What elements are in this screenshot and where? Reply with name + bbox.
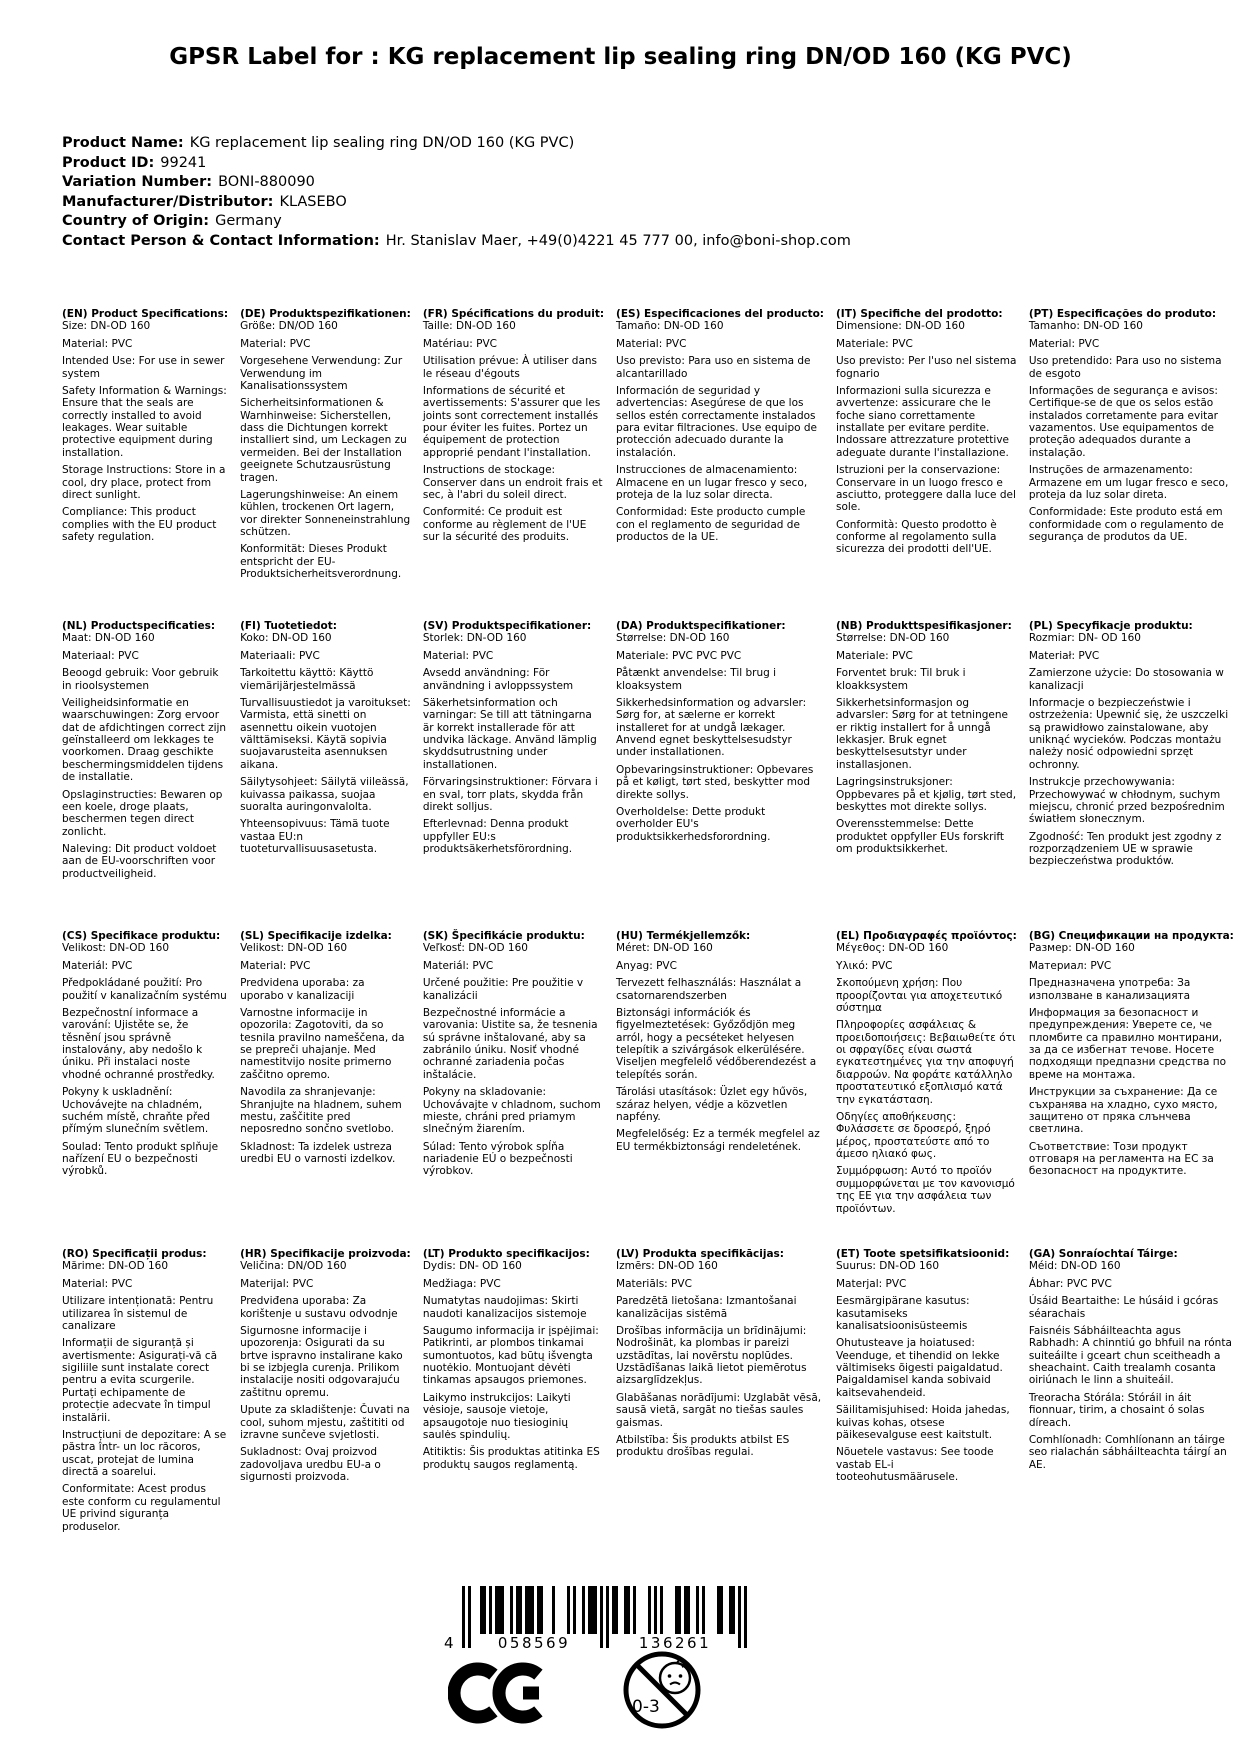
lang-block-paragraph: Инструкции за съхранение: Да се съхранява на хладно, сухо място, защитено от пряка слънчева светлина.: [1028, 1086, 1218, 1136]
product-info-row: [62, 193, 851, 213]
lang-block-paragraph: Материал: PVC: [1028, 959, 1112, 972]
product-info-label: Country of Origin:: [62, 213, 210, 229]
lang-block-bg: [1029, 930, 1234, 1248]
lang-block-pl: [1029, 620, 1234, 930]
lang-block-paragraph: Vorgesehene Verwendung: Zur Verwendung im Kanalisationssystem: [240, 355, 403, 392]
lang-block-paragraph: Safety Information & Warnings: Ensure that the seals are correctly installed to avoid leakages. Wear suitable protective equipment during installation.: [62, 384, 227, 459]
lang-block-paragraph: Drošības informācija un brīdinājumi: Nodrošināt, ka plombas ir pareizi uzstādītas, lai novērstu noplūdes. Uzstādīšanas laikā lietot piemērotus aizsarglīdzekļus.: [616, 1324, 807, 1387]
lang-block-paragraph: Tárolási utasítások: Üzlet egy hűvös, száraz helyen, védje a közvetlen napfény.: [616, 1086, 808, 1123]
lang-block-paragraph: Säilitamisjuhised: Hoida jahedas, kuivas kohas, otsese päikesevalguse eest kaitstult.: [836, 1404, 1010, 1441]
lang-block-header: (DA) Produktspecifikationer:: [616, 620, 786, 632]
page-title: GPSR Label for : KG replacement lip sealing ring DN/OD 160 (KG PVC): [169, 44, 1072, 70]
product-info-value: KG replacement lip sealing ring DN/OD 160 (KG PVC): [189, 135, 575, 151]
lang-block-header: (DE) Produktspezifikationen:: [240, 308, 411, 320]
lang-block-paragraph: Pokyny k uskladnění: Uchovávejte na chladném, suchém místě, chraňte před přímým slunečním světlem.: [62, 1086, 211, 1136]
lang-block-el: [836, 930, 1017, 1248]
product-info-label: Product Name:: [62, 135, 184, 151]
lang-block-nl: [62, 620, 228, 930]
lang-block-paragraph: Informacje o bezpieczeństwie i ostrzeżenia: Upewnić się, że uszczelki są prawidłowo zainstalowane, aby uniknąć wycieków. Podczas montażu należy nosić odpowiedni sprzęt ochronny.: [1028, 696, 1229, 771]
lang-block-paragraph: Material: PVC: [240, 959, 311, 972]
lang-block-header: (RO) Specificații produs:: [62, 1248, 207, 1260]
lang-block-paragraph: Eesmärgipärane kasutus: kasutamiseks kanalisatsioonisüsteemis: [836, 1295, 970, 1332]
lang-block-paragraph: Zgodność: Ten produkt jest zgodny z rozporządzeniem UE w sprawie bezpieczeństwa produktów.: [1028, 830, 1222, 868]
lang-block-paragraph: Velikost: DN-OD 160: [240, 942, 348, 955]
lang-block-paragraph: Soulad: Tento produkt splňuje nařízení EU o bezpečnosti výrobků.: [62, 1140, 219, 1178]
lang-block-paragraph: Koko: DN-OD 160: [240, 632, 332, 645]
lang-block-header: (PT) Especificações do produto:: [1028, 308, 1217, 320]
lang-block-paragraph: Material: PVC: [240, 337, 311, 350]
lang-block-paragraph: Súlad: Tento výrobok spĺňa nariadenie EÚ o bezpečnosti výrobkov.: [422, 1140, 573, 1178]
product-info: [62, 134, 851, 251]
lang-block-header: (SK) Špecifikácie produktu:: [422, 930, 585, 942]
lang-block-paragraph: Material: PVC: [616, 337, 687, 350]
lang-block-et: [836, 1248, 1017, 1538]
lang-block-paragraph: Opslaginstructies: Bewaren op een koele, droge plaats, beschermen tegen direct zonlicht.: [62, 788, 223, 838]
lang-block-paragraph: Material: PVC: [1028, 337, 1100, 350]
lang-block-paragraph: Materijal: PVC: [240, 1277, 314, 1290]
lang-block-paragraph: Materiaali: PVC: [240, 649, 320, 662]
lang-block-header: (NB) Produkttspesifikasjoner:: [836, 620, 1012, 632]
product-info-row: [62, 232, 851, 252]
lang-block-paragraph: Treoracha Stórála: Stóráil in áit fionnuar, tirim, a chosaint ó solas díreach.: [1028, 1391, 1205, 1429]
lang-block-paragraph: Información de seguridad y advertencias: Asegúrese de que los sellos estén correctamente instalados para evitar filtraciones. Use equipo de protección adecuado durante la instalación.: [616, 384, 818, 459]
lang-block-pt: [1029, 308, 1234, 620]
language-grid: [62, 308, 1234, 1538]
lang-block-paragraph: Izmērs: DN-OD 160: [616, 1260, 718, 1273]
lang-block-fr: [423, 308, 604, 620]
lang-block-paragraph: Beoogd gebruik: Voor gebruik in rioolsystemen: [62, 667, 219, 692]
product-info-value: Germany: [215, 213, 282, 229]
age-range-text: 0-3: [632, 1697, 660, 1717]
lang-block-hu: [616, 930, 824, 1248]
lang-block-paragraph: Storlek: DN-OD 160: [422, 632, 527, 645]
lang-block-sk: [423, 930, 604, 1248]
lang-block-paragraph: Opbevaringsinstruktioner: Opbevares på et køligt, tørt sted, beskytter mod direkte sollys.: [616, 763, 814, 801]
age-warning-icon: [620, 1646, 704, 1734]
lang-block-paragraph: Lagerungshinweise: An einem kühlen, trockenen Ort lagern, vor direkter Sonneneinstrahlung schützen.: [240, 488, 411, 538]
lang-block-paragraph: Anyag: PVC: [616, 959, 677, 972]
lang-block-paragraph: Předpokládané použití: Pro použití v kanalizačním systému: [62, 977, 227, 1002]
lang-block-paragraph: Tarkoitettu käyttö: Käyttö viemärijärjestelmässä: [240, 667, 374, 692]
lang-block-paragraph: Material: PVC: [62, 1277, 133, 1290]
lang-block-paragraph: Οδηγίες αποθήκευσης: Φυλάσσετε σε δροσερό, ξηρό μέρος, προστατεύστε από το άμεσο ηλιακό φως.: [836, 1110, 991, 1160]
lang-block-paragraph: Ohutusteave ja hoiatused: Veenduge, et tihendid on lekke vältimiseks õigesti paigaldatud. Paigaldamisel kanda sobivaid kaitsevahendeid.: [836, 1337, 1003, 1399]
lang-block-paragraph: Conformité: Ce produit est conforme au règlement de l'UE sur la sécurité des produits.: [422, 506, 587, 543]
lang-block-header: (ET) Toote spetsifikatsioonid:: [836, 1248, 1010, 1260]
lang-block-paragraph: Tamanho: DN-OD 160: [1028, 320, 1143, 333]
barcode-digits: 058569: [497, 1634, 571, 1652]
lang-block-paragraph: Comhlíonadh: Comhlíonann an táirge seo rialachán sábháilteachta táirgí an AE.: [1028, 1433, 1227, 1471]
lang-block-paragraph: Skladnost: Ta izdelek ustreza uredbi EU o varnosti izdelkov.: [240, 1140, 396, 1165]
product-info-row: [62, 212, 851, 232]
lang-block-cs: [62, 930, 228, 1248]
lang-block-paragraph: Numatytas naudojimas: Skirti naudoti kanalizacijos sistemoje: [422, 1295, 587, 1320]
product-info-row: [62, 154, 851, 174]
lang-block-es: [616, 308, 824, 620]
lang-block-paragraph: Materiale: PVC PVC PVC: [616, 649, 742, 662]
lang-block-paragraph: Materiál: PVC: [422, 959, 494, 972]
lang-block-paragraph: Predvidena uporaba: za uporabo v kanalizaciji: [240, 977, 365, 1002]
lang-block-paragraph: Mărime: DN-OD 160: [62, 1260, 169, 1273]
lang-block-paragraph: Rozmiar: DN- OD 160: [1028, 632, 1141, 645]
lang-block-paragraph: Velikost: DN-OD 160: [62, 942, 170, 955]
barcode-digits: 4: [443, 1634, 456, 1652]
lang-block-paragraph: Konformität: Dieses Produkt entspricht der EU-Produktsicherheitsverordnung.: [240, 543, 402, 581]
lang-block-ga: [1029, 1248, 1234, 1538]
lang-block-paragraph: Overholdelse: Dette produkt overholder EU's produktsikkerhedsforordning.: [616, 805, 771, 843]
lang-block-header: (FI) Tuotetiedot:: [240, 620, 337, 632]
lang-block-header: (ES) Especificaciones del producto:: [616, 308, 824, 320]
lang-block-paragraph: Instrukcje przechowywania: Przechowywać w chłodnym, suchym miejscu, chronić przed bezpośrednim światłem słonecznym.: [1028, 776, 1225, 826]
lang-block-fi: [240, 620, 411, 930]
barcode-bars: [432, 1586, 762, 1652]
lang-block-paragraph: Varnostne informacije in opozorila: Zagotoviti, da so tesnila pravilno nameščena, da se prepreči uhajanje. Med namestitvijo nosite primerno zaščitno opremo.: [240, 1006, 405, 1081]
lang-block-paragraph: Materiał: PVC: [1028, 649, 1100, 662]
lang-block-paragraph: Materiale: PVC: [836, 649, 913, 662]
lang-block-paragraph: Materiāls: PVC: [616, 1277, 692, 1290]
lang-block-paragraph: Instructions de stockage: Conserver dans un endroit frais et sec, à l'abri du soleil direct.: [422, 464, 603, 501]
lang-block-paragraph: Atitiktis: Šis produktas atitinka ES produktų saugos reglamentą.: [422, 1446, 600, 1471]
ce-mark-icon: [448, 1658, 548, 1730]
lang-block-paragraph: Bezpečnostní informace a varování: Ujistěte se, že těsnění jsou správně instalovány, aby nedošlo k úniku. Při instalaci noste vhodné ochranné prostředky.: [62, 1006, 215, 1081]
lang-block-paragraph: Utilizare intenționată: Pentru utilizarea în sistemul de canalizare: [62, 1295, 214, 1332]
product-info-value: Hr. Stanislav Maer, +49(0)4221 45 777 00, info@boni-shop.com: [385, 232, 851, 249]
lang-block-paragraph: Sicherheitsinformationen & Warnhinweise: Sicherstellen, dass die Dichtungen korrekt installiert sind, um Leckagen zu vermeiden. Bei der Installation geeignete Schutzausrüstung tragen.: [240, 397, 407, 484]
lang-block-it: [836, 308, 1017, 620]
lang-block-paragraph: Предназначена употреба: За използване в канализацията: [1028, 977, 1191, 1002]
lang-block-paragraph: Tamaño: DN-OD 160: [616, 320, 724, 333]
lang-block-paragraph: Material: PVC: [422, 649, 494, 662]
lang-block-header: (LV) Produkta specifikācijas:: [616, 1248, 785, 1260]
lang-block-paragraph: Nõuetele vastavus: See toode vastab EL-i tooteohutusmäärusele.: [836, 1446, 994, 1483]
lang-block-paragraph: Megfelelőség: Ez a termék megfelel az EU termékbiztonsági rendeletének.: [616, 1128, 820, 1153]
lang-block-paragraph: Informazioni sulla sicurezza e avvertenze: assicurare che le foche siano correttamente installate per evitare perdite. Indossare attrezzature protettive adeguate durante l'installazione.: [836, 384, 1010, 459]
lang-block-paragraph: Bezpečnostné informácie a varovania: Uistite sa, že tesnenia sú správne inštalované, aby sa zabránilo úniku. Nosiť vhodné ochranné zariadenia počas inštalácie.: [422, 1006, 598, 1081]
lang-block-paragraph: Size: DN-OD 160: [62, 320, 151, 333]
product-info-label: Variation Number:: [62, 174, 213, 190]
lang-block-paragraph: Påtænkt anvendelse: Til brug i kloaksystem: [616, 667, 777, 692]
lang-block-paragraph: Compliance: This product complies with the EU product safety regulation.: [62, 506, 217, 543]
lang-block-header: (SL) Specifikacije izdelka:: [240, 930, 392, 942]
lang-block-header: (EL) Προδιαγραφές προϊόντος:: [836, 930, 1017, 942]
lang-block-en: [62, 308, 228, 620]
lang-block-paragraph: Paredzētā lietošana: Izmantošanai kanalizācijas sistēmā: [616, 1295, 797, 1320]
lang-block-paragraph: Avsedd användning: För användning i avloppssystem: [422, 667, 574, 692]
lang-block-lt: [423, 1248, 604, 1538]
lang-block-paragraph: Méid: DN-OD 160: [1028, 1260, 1121, 1273]
barcode-digits: 136261: [638, 1634, 712, 1652]
lang-block-paragraph: Maat: DN-OD 160: [62, 632, 155, 645]
lang-block-header: (IT) Specifiche del prodotto:: [836, 308, 1003, 320]
lang-block-header: (BG) Спецификации на продукта:: [1028, 930, 1234, 942]
lang-block-paragraph: Uso previsto: Para uso en sistema de alcantarillado: [616, 355, 811, 380]
lang-block-paragraph: Μέγεθος: DN-OD 160: [836, 942, 949, 955]
lang-block-paragraph: Säkerhetsinformation och varningar: Se till att tätningarna är korrekt installerade för att undvika läckage. Använd lämplig skyddsutrustning under installationen.: [422, 696, 597, 771]
lang-block-paragraph: Ábhar: PVC PVC: [1028, 1277, 1112, 1290]
lang-block-paragraph: Lagringsinstruksjoner: Oppbevares på et kjølig, tørt sted, beskyttes mot direkte sollys.: [836, 776, 1017, 813]
lang-block-paragraph: Matériau: PVC: [422, 337, 497, 350]
lang-block-paragraph: Méret: DN-OD 160: [616, 942, 713, 955]
product-info-label: Contact Person & Contact Information:: [62, 232, 380, 249]
lang-block-paragraph: Navodila za shranjevanje: Shranjujte na hladnem, suhem mestu, zaščitite pred neposredno sončno svetlobo.: [240, 1086, 402, 1136]
lang-block-paragraph: Съответствие: Този продукт отговаря на регламента на ЕС за безопасност на продуктите.: [1028, 1140, 1214, 1178]
lang-block-paragraph: Instrucțiuni de depozitare: A se păstra într- un loc răcoros, uscat, protejat de lumina directă a soarelui.: [62, 1428, 227, 1478]
product-info-value: KLASEBO: [279, 193, 347, 210]
lang-block-paragraph: Størrelse: DN-OD 160: [616, 632, 730, 645]
lang-block-paragraph: Intended Use: For use in sewer system: [62, 355, 225, 380]
lang-block-paragraph: Veiligheidsinformatie en waarschuwingen: Zorg ervoor dat de afdichtingen correct zijn geïnstalleerd om lekkages te voorkomen. Draag geschikte beschermingsmiddelen tijdens de installatie.: [62, 696, 227, 784]
lang-block-header: (CS) Specifikace produktu:: [62, 930, 221, 942]
lang-block-paragraph: Suurus: DN-OD 160: [836, 1260, 940, 1273]
lang-block-paragraph: Informații de siguranță și avertismente: Asigurați-vă că sigiliile sunt instalate corect pentru a evita scurgerile. Purtați echipamente de protecție adecvate în timpul instalării.: [62, 1337, 218, 1424]
lang-block-paragraph: Säilytysohjeet: Säilytä viileässä, kuivassa paikassa, suojaa suoralta auringonvalolta.: [240, 776, 409, 813]
lang-block-paragraph: Informações de segurança e avisos: Certifique-se de que os selos estão instalados corretamente para evitar vazamentos. Use equipamentos de proteção adequados durante a instalação.: [1028, 384, 1218, 459]
baby-face-icon: [660, 1663, 690, 1693]
lang-block-paragraph: Material: PVC: [62, 337, 133, 350]
lang-block-paragraph: Conformitate: Acest produs este conform cu regulamentul UE privind siguranța produselor.: [62, 1483, 221, 1533]
lang-block-lv: [616, 1248, 824, 1538]
lang-block-paragraph: Uso previsto: Per l'uso nel sistema fognario: [836, 355, 1017, 380]
lang-block-sv: [423, 620, 604, 930]
lang-block-paragraph: Atbilstība: Šis produkts atbilst ES produktu drošības regulai.: [616, 1433, 790, 1459]
lang-block-paragraph: Σκοπούμενη χρήση: Που προορίζονται για αποχετευτικό σύστημα: [836, 977, 1003, 1014]
lang-block-paragraph: Dimensione: DN-OD 160: [836, 320, 965, 333]
product-info-value: BONI-880090: [218, 174, 315, 190]
lang-block-paragraph: Informations de sécurité et avertissements: S'assurer que les joints sont correctement installés pour éviter les fuites. Portez un équipement de protection approprié pendant l'installation.: [422, 384, 601, 459]
lang-block-paragraph: Materiale: PVC: [836, 337, 913, 350]
lang-block-header: (EN) Product Specifications:: [62, 308, 229, 320]
lang-block-paragraph: Förvaringsinstruktioner: Förvara i en sval, torr plats, skydda från direkt solljus.: [422, 776, 598, 813]
lang-block-paragraph: Yhteensopivuus: Tämä tuote vastaa EU:n tuoteturvallisuusasetusta.: [240, 818, 390, 855]
lang-block-paragraph: Istruzioni per la conservazione: Conservare in un luogo fresco e asciutto, proteggere dalla luce del sole.: [836, 464, 1016, 514]
lang-block-paragraph: Instruções de armazenamento: Armazene em um lugar fresco e seco, proteja da luz solar direta.: [1028, 464, 1229, 501]
lang-block-header: (GA) Sonraíochtaí Táirge:: [1028, 1248, 1178, 1260]
lang-block-paragraph: Sukladnost: Ovaj proizvod zadovoljava uredbu EU-a o sigurnosti proizvoda.: [240, 1446, 381, 1483]
lang-block-header: (PL) Specyfikacje produktu:: [1028, 620, 1193, 632]
lang-block-paragraph: Instrucciones de almacenamiento: Almacene en un lugar fresco y seco, proteja de la luz solar directa.: [616, 464, 808, 501]
lang-block-paragraph: Medžiaga: PVC: [422, 1277, 501, 1290]
ean-barcode: [432, 1586, 762, 1652]
lang-block-paragraph: Turvallisuustiedot ja varoitukset: Varmista, että sinetti on asennettu oikein vuotojen välttämiseksi. Käytä sopivia suojavarusteita asennuksen aikana.: [240, 696, 411, 771]
lang-block-paragraph: Overensstemmelse: Dette produktet oppfyller EUs forskrift om produktsikkerhet.: [836, 818, 1005, 855]
lang-block-header: (FR) Spécifications du produit:: [422, 308, 605, 320]
lang-block-paragraph: Veličina: DN/OD 160: [240, 1260, 347, 1273]
lang-block-paragraph: Pokyny na skladovanie: Uchovávajte v chladnom, suchom mieste, chráni pred priamym slnečným žiarením.: [422, 1086, 601, 1136]
lang-block-paragraph: Conformidad: Este producto cumple con el reglamento de seguridad de productos de la UE.: [616, 506, 806, 543]
lang-block-paragraph: Predviđena uporaba: Za korištenje u sustavu odvodnje: [240, 1295, 398, 1320]
lang-block-paragraph: Naleving: Dit product voldoet aan de EU-voorschriften voor productveiligheid.: [62, 843, 217, 880]
lang-block-header: (NL) Productspecificaties:: [62, 620, 216, 632]
lang-block-sl: [240, 930, 411, 1248]
lang-block-nb: [836, 620, 1017, 930]
product-info-label: Product ID:: [62, 154, 155, 171]
lang-block-paragraph: Materiaal: PVC: [62, 649, 139, 662]
lang-block-paragraph: Laikymo instrukcijos: Laikyti vėsioje, sausoje vietoje, apsaugotoje nuo tiesioginių saulės spindulių.: [422, 1391, 571, 1441]
lang-block-paragraph: Größe: DN/OD 160: [240, 320, 338, 333]
lang-block-paragraph: Tervezett felhasználás: Használat a csatornarendszerben: [616, 977, 802, 1002]
lang-block-paragraph: Upute za skladištenje: Čuvati na cool, suhom mjestu, zaštititi od izravne sunčeve svjetlosti.: [240, 1404, 410, 1441]
lang-block-paragraph: Информация за безопасност и предупреждения: Уверете се, че пломбите са правилно монтирани, за да се избегнат течове. Носете подходящи предпазни средства по време на монтажа.: [1028, 1006, 1227, 1081]
lang-block-paragraph: Určené použitie: Pre použitie v kanalizácii: [422, 977, 584, 1002]
lang-block-paragraph: Размер: DN-OD 160: [1028, 942, 1135, 955]
lang-block-paragraph: Biztonsági információk és figyelmeztetések: Győződjön meg arról, hogy a pecséteket helyesen telepítik a szivárgások elkerülésére. Viseljen megfelelő védőberendezést a telepítés során.: [616, 1006, 817, 1081]
lang-block-paragraph: Úsáid Beartaithe: Le húsáid i gcóras séarachais: [1028, 1295, 1219, 1320]
lang-block-paragraph: Materjal: PVC: [836, 1277, 907, 1290]
lang-block-hr: [240, 1248, 411, 1538]
lang-block-header: (LT) Produkto specifikacijos:: [422, 1248, 590, 1260]
lang-block-paragraph: Conformidade: Este produto está em conformidade com o regulamento de segurança de produtos da UE.: [1028, 506, 1224, 543]
product-info-row: [62, 134, 851, 154]
lang-block-paragraph: Utilisation prévue: À utiliser dans le réseau d'égouts: [422, 355, 598, 380]
lang-block-paragraph: Faisnéis Sábháilteachta agus Rabhadh: A chinntiú go bhfuil na rónta suiteáilte i gceart chun sceitheadh a sheachaint. Caith trealamh cosanta oiriúnach le linn a shuiteáil.: [1028, 1324, 1232, 1387]
lang-block-header: (HR) Specifikacije proizvoda:: [240, 1248, 411, 1260]
lang-block-paragraph: Storage Instructions: Store in a cool, dry place, protect from direct sunlight.: [62, 464, 226, 501]
lang-block-paragraph: Veľkosť: DN-OD 160: [422, 942, 528, 955]
lang-block-paragraph: Taille: DN-OD 160: [422, 320, 516, 333]
lang-block-paragraph: Forventet bruk: Til bruk i kloakksystem: [836, 667, 966, 692]
lang-block-paragraph: Uso pretendido: Para uso no sistema de esgoto: [1028, 355, 1222, 380]
product-info-value: 99241: [160, 154, 207, 171]
lang-block-paragraph: Glabāšanas norādījumi: Uzglabāt vēsā, sausā vietā, sargāt no tiešas saules gaismas.: [616, 1391, 822, 1429]
lang-block-de: [240, 308, 411, 620]
lang-block-paragraph: Efterlevnad: Denna produkt uppfyller EU:s produktsäkerhetsförordning.: [422, 818, 573, 855]
lang-block-header: (SV) Produktspecifikationer:: [422, 620, 592, 632]
lang-block-ro: [62, 1248, 228, 1538]
lang-block-paragraph: Dydis: DN- OD 160: [422, 1260, 522, 1273]
lang-block-paragraph: Zamierzone użycie: Do stosowania w kanalizacji: [1028, 667, 1224, 692]
lang-block-paragraph: Sikkerhetsinformasjon og advarsler: Sørg for at tetningene er riktig installert for å unngå lekkasjer. Bruk egnet beskyttelsesutstyr under installasjonen.: [836, 696, 1008, 771]
lang-block-paragraph: Συμμόρφωση: Αυτό το προϊόν συμμορφώνεται με τον κανονισμό της ΕΕ για την ασφάλεια των προϊόντων.: [836, 1165, 1015, 1215]
lang-block-paragraph: Størrelse: DN-OD 160: [836, 632, 950, 645]
lang-block-da: [616, 620, 824, 930]
product-info-row: [62, 173, 851, 193]
lang-block-header: (HU) Termékjellemzők:: [616, 930, 751, 942]
lang-block-paragraph: Υλικό: PVC: [836, 959, 893, 972]
lang-block-paragraph: Conformità: Questo prodotto è conforme al regolamento sulla sicurezza dei prodotti dell'UE.: [836, 518, 997, 556]
lang-block-paragraph: Sikkerhedsinformation og advarsler: Sørg for, at sælerne er korrekt installeret for at undgå lækager. Anvend egnet beskyttelsesudstyr under installationen.: [616, 696, 807, 759]
lang-block-paragraph: Materiál: PVC: [62, 959, 133, 972]
lang-block-paragraph: Saugumo informacija ir įspėjimai: Patikrinti, ar plombos tinkamai sumontuotos, kad būtų išvengta nuotėkio. Montuojant dėvėti tinkamas apsaugos priemones.: [422, 1324, 599, 1387]
lang-block-paragraph: Sigurnosne informacije i upozorenja: Osigurati da su brtve ispravno instalirane kako bi se izbjegla curenja. Prilikom instalacije nositi odgovarajuću zaštitnu opremu.: [240, 1324, 403, 1399]
product-info-label: Manufacturer/Distributor:: [62, 193, 274, 210]
lang-block-paragraph: Πληροφορίες ασφάλειας & προειδοποιήσεις: Βεβαιωθείτε ότι οι σφραγίδες είναι σωστά εγκατεστημένες για την αποφυγή διαρροών. Να φοράτε κατάλληλο προστατευτικό εξοπλισμό κατά την εγκατάσταση.: [836, 1019, 1016, 1106]
